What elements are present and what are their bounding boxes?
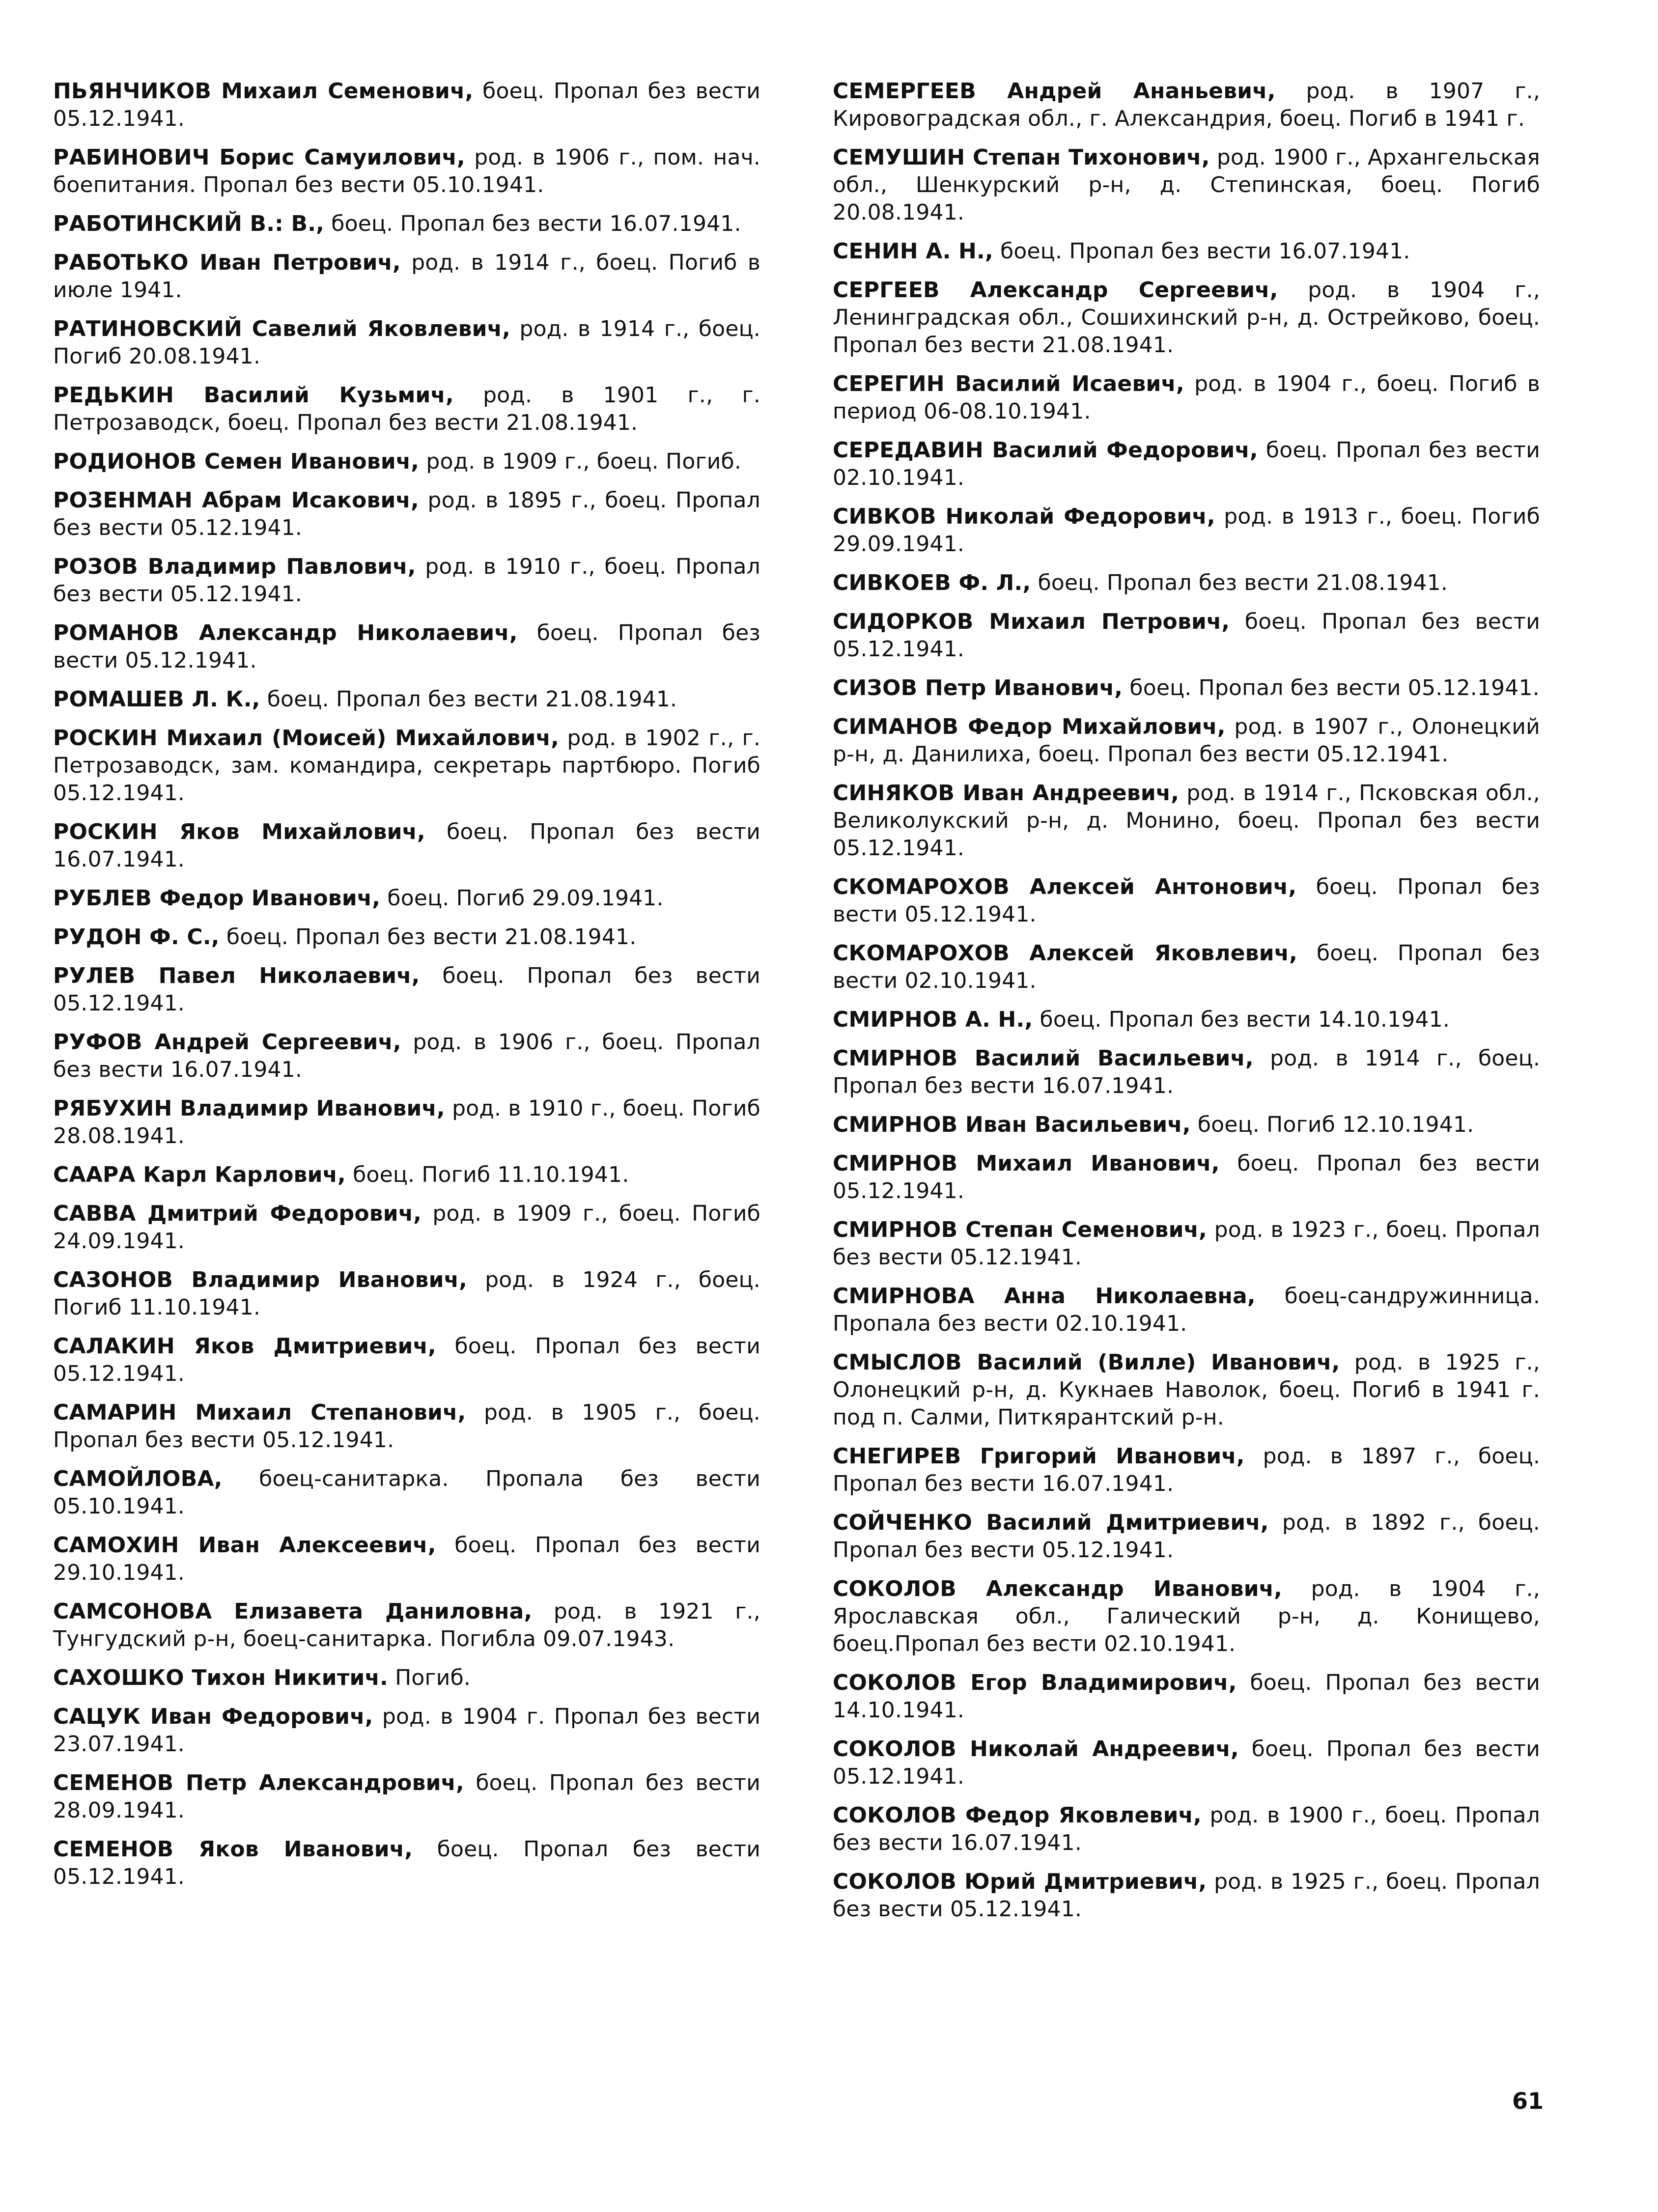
person-name: СКОМАРОХОВ Алексей Яковлевич, bbox=[833, 941, 1298, 966]
page-number: 61 bbox=[1512, 2088, 1544, 2114]
person-details: род. в 1901 г., г. Петрозаводск, боец. Пропал без вести 21.08.1941. bbox=[53, 383, 760, 435]
person-name: РАБОТИНСКИЙ В.: В., bbox=[53, 211, 325, 236]
person-name: РУБЛЕВ Федор Иванович, bbox=[53, 886, 381, 911]
list-item bbox=[833, 674, 1540, 702]
person-name: РЯБУХИН Владимир Иванович, bbox=[53, 1096, 445, 1121]
person-details: род. в 1925 г., боец. Пропал без вести 05.12.1941. bbox=[833, 1869, 1540, 1922]
person-name: СИНЯКОВ Иван Андреевич, bbox=[833, 781, 1180, 806]
person-name: РУЛЕВ Павел Николаевич, bbox=[53, 963, 420, 988]
list-item bbox=[833, 437, 1540, 492]
person-details: боец. Пропал без вести 05.12.1941. bbox=[53, 79, 760, 131]
list-item bbox=[833, 1868, 1540, 1923]
person-name: СЕМЕНОВ Яков Иванович, bbox=[53, 1837, 413, 1862]
list-item bbox=[833, 780, 1540, 862]
list-item bbox=[833, 277, 1540, 359]
list-item bbox=[53, 1029, 760, 1084]
person-details: боец. Пропал без вести 21.08.1941. bbox=[219, 924, 637, 950]
list-item bbox=[833, 1509, 1540, 1564]
list-item bbox=[833, 370, 1540, 425]
list-item bbox=[833, 1349, 1540, 1431]
person-name: САМОЙЛОВА, bbox=[53, 1466, 223, 1491]
person-details: боец. Пропал без вести 21.08.1941. bbox=[260, 687, 677, 712]
list-item bbox=[833, 1443, 1540, 1498]
person-details: боец-сандружинница. Пропала без вести 02.10.1941. bbox=[833, 1284, 1541, 1336]
list-item bbox=[833, 713, 1540, 768]
person-details: боец. Пропал без вести 02.10.1941. bbox=[833, 438, 1540, 490]
person-name: СМИРНОВ Михаил Иванович, bbox=[833, 1151, 1220, 1176]
list-item bbox=[53, 144, 760, 199]
person-name: СЕМУШИН Степан Тихонович, bbox=[833, 145, 1210, 170]
person-name: СААРА Карл Карлович, bbox=[53, 1162, 346, 1187]
person-name: ПЬЯНЧИКОВ Михаил Семенович, bbox=[53, 79, 474, 104]
list-item bbox=[53, 619, 760, 674]
person-details: род. в 1914 г., боец. Погиб 20.08.1941. bbox=[53, 316, 760, 369]
person-name: СЕРГЕЕВ Александр Сергеевич, bbox=[833, 278, 1278, 303]
person-name: СОКОЛОВ Федор Яковлевич, bbox=[833, 1803, 1202, 1828]
list-item bbox=[53, 210, 760, 238]
person-name: САМОХИН Иван Алексеевич, bbox=[53, 1533, 436, 1558]
person-details: род. 1900 г., Архангельская обл., Шенкурский р-н, д. Степинская, боец. Погиб 20.08.1941. bbox=[833, 145, 1540, 225]
person-details: род. в 1902 г., г. Петрозаводск, зам. командира, секретарь партбюро. Погиб 05.12.1941. bbox=[53, 726, 760, 806]
list-item bbox=[833, 940, 1540, 995]
list-item bbox=[53, 1532, 760, 1587]
person-details: Погиб. bbox=[388, 1665, 471, 1690]
person-name: САМСОНОВА Елизавета Даниловна, bbox=[53, 1599, 533, 1624]
list-item bbox=[53, 1769, 760, 1824]
person-details: род. в 1892 г., боец. Пропал без вести 05.12.1941. bbox=[833, 1510, 1540, 1563]
person-details: боец. Погиб 11.10.1941. bbox=[345, 1162, 629, 1187]
person-details: боец. Пропал без вести 14.10.1941. bbox=[1033, 1007, 1450, 1032]
list-item bbox=[53, 553, 760, 608]
person-name: СМИРНОВ А. Н., bbox=[833, 1007, 1033, 1032]
person-name: РАБОТЬКО Иван Петрович, bbox=[53, 250, 401, 275]
list-item bbox=[53, 1266, 760, 1321]
person-name: СОКОЛОВ Егор Владимирович, bbox=[833, 1670, 1237, 1695]
list-item bbox=[833, 1669, 1540, 1724]
list-item bbox=[53, 1399, 760, 1454]
list-item bbox=[53, 962, 760, 1017]
person-details: род. в 1905 г., боец. Пропал без вести 05.12.1941. bbox=[53, 1400, 760, 1453]
person-details: род. в 1924 г., боец. Погиб 11.10.1941. bbox=[53, 1267, 760, 1320]
person-name: СОКОЛОВ Александр Иванович, bbox=[833, 1576, 1283, 1601]
person-name: САЛАКИН Яков Дмитриевич, bbox=[53, 1334, 436, 1359]
person-name: СЕМЕНОВ Петр Александрович, bbox=[53, 1770, 464, 1795]
list-item bbox=[53, 1598, 760, 1653]
list-item bbox=[53, 1161, 760, 1189]
person-name: СЕМЕРГЕЕВ Андрей Ананьевич, bbox=[833, 79, 1276, 104]
list-item bbox=[53, 686, 760, 713]
person-details: боец. Погиб 12.10.1941. bbox=[1190, 1112, 1474, 1137]
person-name: РАБИНОВИЧ Борис Самуилович, bbox=[53, 145, 465, 170]
person-name: САЦУК Иван Федорович, bbox=[53, 1704, 373, 1729]
person-details: боец. Пропал без вести 29.10.1941. bbox=[53, 1533, 760, 1585]
list-item bbox=[53, 818, 760, 873]
list-item bbox=[833, 608, 1540, 663]
list-item bbox=[53, 487, 760, 542]
list-item bbox=[833, 1283, 1540, 1338]
list-item bbox=[53, 1095, 760, 1150]
list-item bbox=[833, 1111, 1540, 1139]
person-name: РОМАНОВ Александр Николаевич, bbox=[53, 620, 518, 645]
list-item bbox=[833, 1575, 1540, 1658]
person-details: род. в 1904 г., боец. Погиб в период 06-08.10.1941. bbox=[833, 371, 1540, 424]
person-name: СМЫСЛОВ Василий (Вилле) Иванович, bbox=[833, 1350, 1340, 1375]
person-name: СИДОРКОВ Михаил Петрович, bbox=[833, 609, 1230, 634]
person-name: РУДОН Ф. С., bbox=[53, 924, 220, 950]
person-name: СЕРЕГИН Василий Исаевич, bbox=[833, 371, 1184, 396]
list-item bbox=[833, 1802, 1540, 1857]
person-name: РУФОВ Андрей Сергеевич, bbox=[53, 1030, 401, 1055]
list-item bbox=[833, 503, 1540, 558]
person-details: род. в 1910 г., боец. Пропал без вести 05.12.1941. bbox=[53, 554, 760, 607]
list-item bbox=[833, 144, 1540, 226]
person-details: боец. Пропал без вести 05.12.1941. bbox=[833, 1736, 1540, 1789]
list-item bbox=[833, 569, 1540, 597]
person-name: САХОШКО Тихон Никитич. bbox=[53, 1665, 388, 1690]
person-details: боец. Пропал без вести 16.07.1941. bbox=[324, 211, 741, 236]
person-details: род. в 1921 г., Тунгудский р-н, боец-санитарка. Погибла 09.07.1943. bbox=[53, 1599, 760, 1652]
person-details: род. в 1910 г., боец. Погиб 28.08.1941. bbox=[53, 1096, 760, 1148]
person-details: боец. Пропал без вести 05.12.1941. bbox=[833, 874, 1540, 927]
person-details: род. в 1906 г., пом. нач. боепитания. Пропал без вести 05.10.1941. bbox=[53, 145, 760, 197]
person-details: боец. Пропал без вести 05.12.1941. bbox=[833, 609, 1541, 662]
person-details: боец-санитарка. Пропала без вести 05.10.1941. bbox=[53, 1466, 760, 1519]
list-item bbox=[53, 725, 760, 807]
person-name: РОСКИН Михаил (Моисей) Михайлович, bbox=[53, 726, 559, 751]
list-item bbox=[53, 448, 760, 476]
person-details: род. в 1904 г., Ленинградская обл., Сошихинский р-н, д. Острейково, боец. Пропал без вести 21.08.1941. bbox=[833, 278, 1541, 358]
person-name: РАТИНОВСКИЙ Савелий Яковлевич, bbox=[53, 316, 511, 341]
list-item bbox=[833, 1045, 1540, 1100]
person-details: боец. Пропал без вести 14.10.1941. bbox=[833, 1670, 1540, 1723]
person-details: род. в 1913 г., боец. Погиб 29.09.1941. bbox=[833, 504, 1540, 557]
person-name: СМИРНОВ Василий Васильевич, bbox=[833, 1046, 1254, 1071]
person-name: РОДИОНОВ Семен Иванович, bbox=[53, 449, 420, 474]
person-details: род. в 1895 г., боец. Пропал без вести 05.12.1941. bbox=[53, 488, 760, 540]
person-name: СИЗОВ Петр Иванович, bbox=[833, 675, 1123, 700]
person-details: род. в 1909 г., боец. Погиб 24.09.1941. bbox=[53, 1201, 760, 1254]
list-item bbox=[53, 924, 760, 951]
person-details: боец. Пропал без вести 05.12.1941. bbox=[53, 620, 761, 673]
list-item bbox=[833, 873, 1540, 928]
left-column bbox=[53, 78, 760, 1902]
list-item bbox=[833, 1216, 1540, 1271]
person-details: род. в 1900 г., боец. Пропал без вести 16.07.1941. bbox=[833, 1803, 1540, 1855]
list-item bbox=[53, 249, 760, 304]
person-details: род. в 1923 г., боец. Пропал без вести 05.12.1941. bbox=[833, 1217, 1541, 1270]
person-name: РОЗЕНМАН Абрам Исакович, bbox=[53, 488, 419, 513]
person-name: СЕНИН А. Н., bbox=[833, 239, 993, 264]
person-details: род. в 1897 г., боец. Пропал без вести 16.07.1941. bbox=[833, 1444, 1541, 1496]
person-name: САМАРИН Михаил Степанович, bbox=[53, 1400, 466, 1425]
list-item bbox=[53, 1333, 760, 1388]
person-name: РОЗОВ Владимир Павлович, bbox=[53, 554, 416, 579]
person-name: РОМАШЕВ Л. К., bbox=[53, 687, 260, 712]
person-details: род. в 1907 г., Кировоградская обл., г. Александрия, боец. Погиб в 1941 г. bbox=[833, 79, 1541, 131]
person-name: САЗОНОВ Владимир Иванович, bbox=[53, 1267, 468, 1292]
person-name: РОСКИН Яков Михайлович, bbox=[53, 819, 425, 844]
list-item bbox=[833, 1150, 1540, 1205]
person-name: СМИРНОВ Степан Семенович, bbox=[833, 1217, 1207, 1242]
list-item bbox=[53, 382, 760, 437]
person-details: боец. Пропал без вести 16.07.1941. bbox=[53, 819, 760, 872]
list-item bbox=[833, 238, 1540, 265]
list-item bbox=[53, 78, 760, 133]
person-name: СМИРНОВА Анна Николаевна, bbox=[833, 1284, 1256, 1309]
person-details: боец. Пропал без вести 05.12.1941. bbox=[53, 1334, 760, 1386]
person-name: СИВКОВ Николай Федорович, bbox=[833, 504, 1215, 529]
person-name: СИМАНОВ Федор Михайлович, bbox=[833, 714, 1226, 739]
person-details: род. в 1904 г. Пропал без вести 23.07.1941. bbox=[53, 1704, 760, 1757]
person-name: СНЕГИРЕВ Григорий Иванович, bbox=[833, 1444, 1245, 1469]
list-item bbox=[833, 78, 1540, 133]
person-details: боец. Пропал без вести 28.09.1941. bbox=[53, 1770, 761, 1823]
list-item bbox=[53, 1664, 760, 1692]
person-name: СОКОЛОВ Николай Андреевич, bbox=[833, 1736, 1239, 1762]
person-details: род. в 1906 г., боец. Пропал без вести 16.07.1941. bbox=[53, 1030, 760, 1082]
person-details: род. в 1914 г., боец. Погиб в июле 1941. bbox=[53, 250, 760, 303]
list-item bbox=[833, 1006, 1540, 1034]
person-details: боец. Пропал без вести 05.12.1941. bbox=[833, 1151, 1540, 1204]
list-item bbox=[53, 315, 760, 370]
person-details: боец. Пропал без вести 05.12.1941. bbox=[1123, 675, 1540, 700]
list-item bbox=[53, 885, 760, 912]
person-name: СОКОЛОВ Юрий Дмитриевич, bbox=[833, 1869, 1207, 1894]
person-name: СЕРЕДАВИН Василий Федорович, bbox=[833, 438, 1258, 463]
list-item bbox=[53, 1703, 760, 1758]
person-details: род. в 1925 г., Олонецкий р-н, д. Кукнаев Наволок, боец. Погиб в 1941 г. под п. Салми, Питкярантский р-н. bbox=[833, 1350, 1540, 1430]
person-name: СИВКОЕВ Ф. Л., bbox=[833, 570, 1031, 595]
person-name: РЕДЬКИН Василий Кузьмич, bbox=[53, 383, 454, 408]
right-column bbox=[833, 78, 1540, 1934]
person-details: род. в 1914 г., боец. Пропал без вести 16.07.1941. bbox=[833, 1046, 1541, 1098]
person-name: СОЙЧЕНКО Василий Дмитриевич, bbox=[833, 1510, 1269, 1535]
person-name: СМИРНОВ Иван Васильевич, bbox=[833, 1112, 1191, 1137]
list-item bbox=[833, 1736, 1540, 1791]
person-details: боец. Погиб 29.09.1941. bbox=[380, 886, 664, 911]
person-details: род. в 1904 г., Ярославская обл., Галический р-н, д. Конищево, боец.Пропал без вести 02.10.1941. bbox=[833, 1576, 1540, 1656]
person-name: САВВА Дмитрий Федорович, bbox=[53, 1201, 422, 1226]
person-details: боец. Пропал без вести 05.12.1941. bbox=[53, 963, 760, 1016]
person-name: СКОМАРОХОВ Алексей Антонович, bbox=[833, 874, 1297, 899]
person-details: боец. Пропал без вести 21.08.1941. bbox=[1031, 570, 1448, 595]
list-item bbox=[53, 1836, 760, 1891]
list-item bbox=[53, 1465, 760, 1520]
person-details: род. в 1909 г., боец. Погиб. bbox=[419, 449, 742, 474]
person-details: род. в 1907 г., Олонецкий р-н, д. Данилиха, боец. Пропал без вести 05.12.1941. bbox=[833, 714, 1540, 767]
person-details: боец. Пропал без вести 05.12.1941. bbox=[53, 1837, 760, 1889]
person-details: боец. Пропал без вести 16.07.1941. bbox=[993, 239, 1410, 264]
person-details: боец. Пропал без вести 02.10.1941. bbox=[833, 941, 1540, 993]
list-item bbox=[53, 1200, 760, 1255]
person-details: род. в 1914 г., Псковская обл., Великолукский р-н, д. Монино, боец. Пропал без вести 05.12.1941. bbox=[833, 781, 1540, 861]
